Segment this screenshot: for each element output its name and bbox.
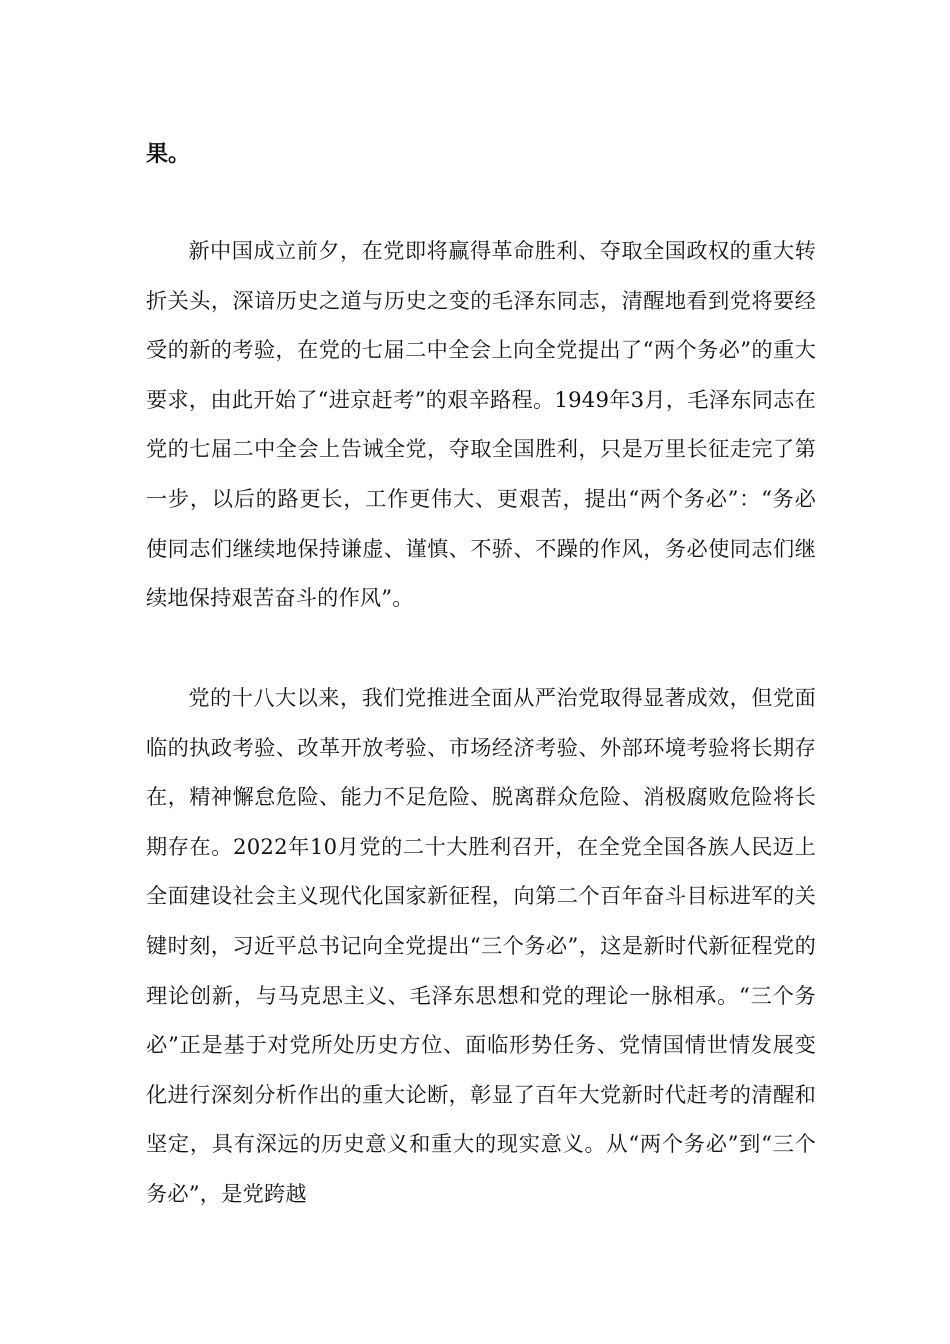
paragraph-three-musts: 党的十八大以来，我们党推进全面从严治党取得显著成效，但党面临的执政考验、改革开放考验、市场经济考验、外部环境考验将长期存在，精神懈怠危险、能力不足危险、脱离群众危险、消极腐败危险将长期存在。2022年10月党的二十大胜利召开，在全党全国各族人民迈上全面建设社会主义现代化国家新征程，向第二个百年奋斗目标进军的关键时刻，习近平总书记向全党提出“三个务必”，这是新时代新征程党的理论创新，与马克思主义、毛泽东思想和党的理论一脉相承。“三个务必”正是基于对党所处历史方位、面临形势任务、党情国情世情发展变化进行深刻分析作出的重大论断，彰显了百年大党新时代赶考的清醒和坚定，具有深远的历史意义和重大的现实意义。从“两个务必”到“三个务必”，是党跨越 bbox=[146, 685, 816, 1206]
paragraph-two-musts: 新中国成立前夕，在党即将赢得革命胜利、夺取全国政权的重大转折关头，深谙历史之道与历史之变的毛泽东同志，清醒地看到党将要经受的新的考验，在党的七届二中全会上向全党提出了“两个务必”的重大要求，由此开始了“进京赶考”的艰辛路程。1949年3月，毛泽东同志在党的七届二中全会上告诫全党，夺取全国胜利，只是万里长征走完了第一步，以后的路更长，工作更伟大、更艰苦，提出“两个务必”：“务必使同志们继续地保持谦虚、谨慎、不骄、不躁的作风，务必使同志们继续地保持艰苦奋斗的作风”。 bbox=[146, 238, 816, 611]
continued-text-fragment: 果。 bbox=[146, 141, 191, 167]
